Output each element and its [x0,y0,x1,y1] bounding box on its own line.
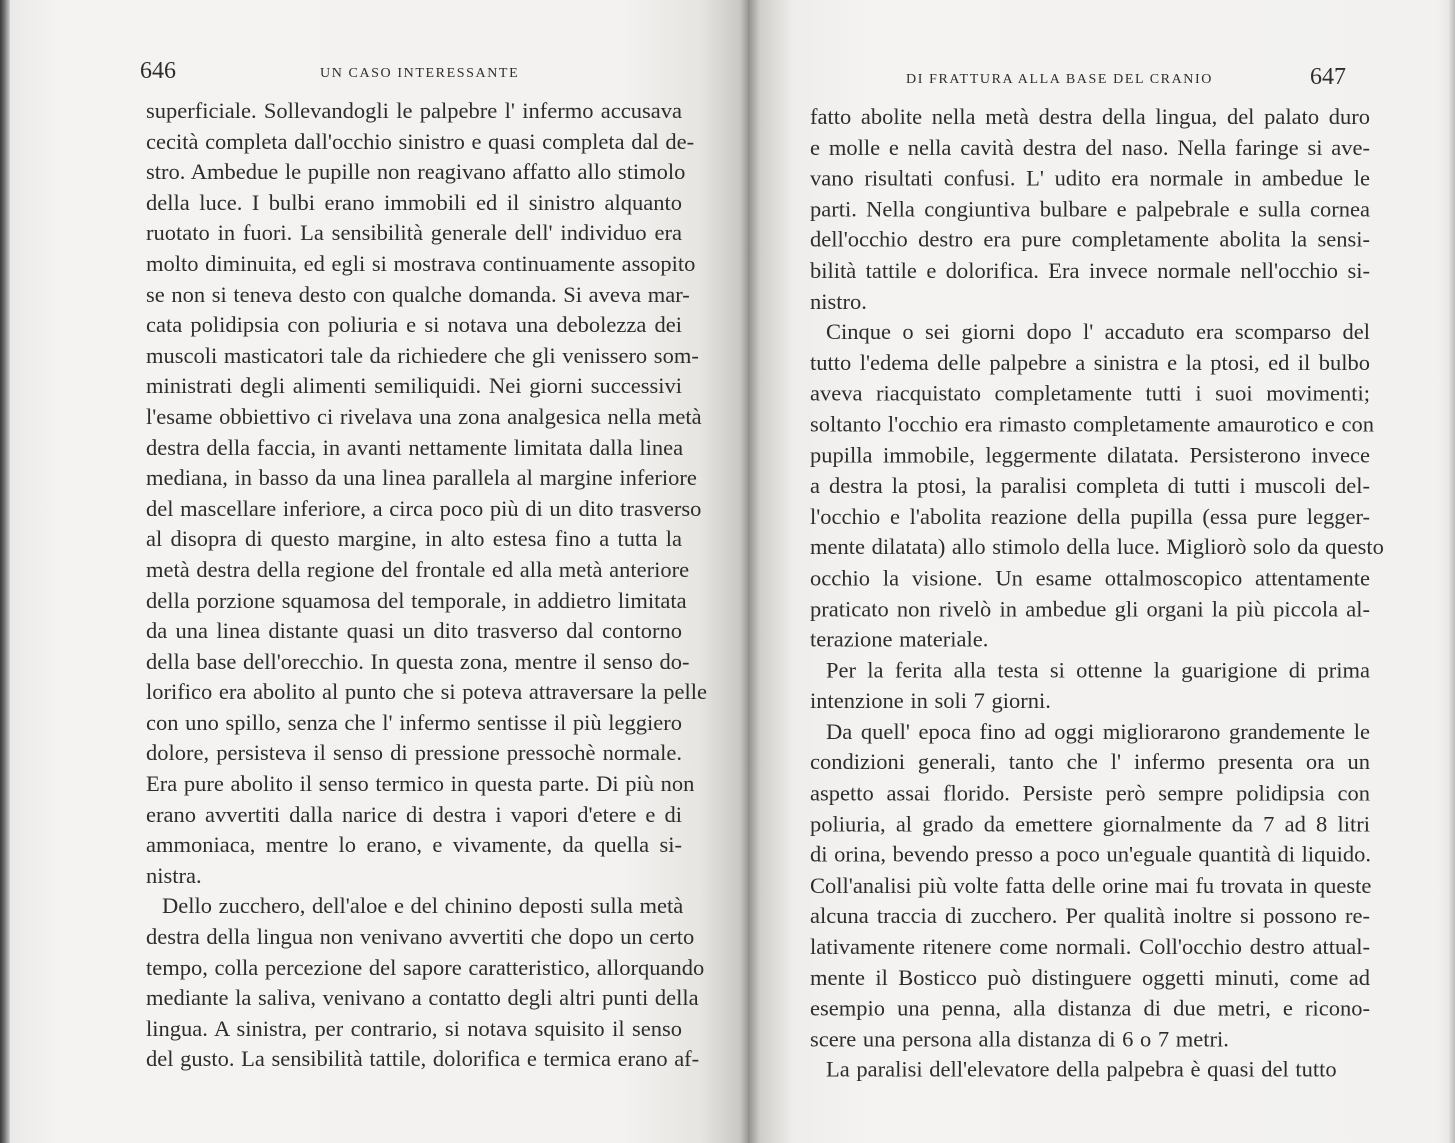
text-line: con uno spillo, senza che l' infermo sentisse il più leggiero [146,709,682,735]
text-line: intenzione in soli 7 giorni. [810,688,1051,714]
text-line: l'occhio e l'abolita reazione della pupilla (essa pure legger- [810,503,1370,529]
text-line: Per la ferita alla testa si ottenne la guarigione di prima [826,657,1370,683]
text-line: bilità tattile e dolorifica. Era invece normale nell'occhio si- [810,257,1370,283]
text-line: cecità completa dall'occhio sinistro e quasi completa dal de- [146,128,695,154]
text-line: lativamente ritenere come normali. Coll'occhio destro attual- [810,934,1370,960]
text-line: mente il Bosticco può distinguere oggetti minuti, come ad [810,964,1370,990]
text-line: lingua. A sinistra, per contrario, si notava squisito il senso [146,1015,682,1041]
text-line: destra della faccia, in avanti nettamente limitata dalla linea [146,434,684,460]
text-line: aspetto assai florido. Persiste però sempre polidipsia con [810,780,1370,806]
text-line: Dello zucchero, dell'aloe e del chinino deposti sulla metà [162,893,684,919]
text-line: lorifico era abolito al punto che si poteva attraversare la pelle [146,679,708,705]
text-line: poliuria, al grado da emettere giornalmente da 7 ad 8 litri [810,811,1370,837]
text-line: della base dell'orecchio. In questa zona, mentre il senso do- [146,648,690,674]
text-line: di orina, bevendo presso a poco un'eguale quantità di liquido. [810,841,1372,867]
text-line: aveva riacquistato completamente tutti i suoi movimenti; [810,380,1370,406]
text-line: erano avvertiti dalla narice di destra i vapori d'etere e di [146,801,682,827]
text-line: mente dilatata) allo stimolo della luce. Migliorò solo da questo [810,534,1384,560]
text-line: soltanto l'occhio era rimasto completamente amaurotico e con [810,411,1374,437]
text-line: mediante la saliva, venivano a contatto degli altri punti della [146,985,699,1011]
text-line: al disopra di questo margine, in alto estesa fino a tutta la [146,526,682,552]
text-line: Cinque o sei giorni dopo l' accaduto era scomparso del [826,319,1370,345]
text-line: ruotato in fuori. La sensibilità generale dell' individuo era [146,220,682,246]
text-line: tutto l'edema delle palpebre a sinistra e la ptosi, ed il bulbo [810,349,1370,375]
page-number-right: 647 [1310,64,1346,90]
page-number-left: 646 [140,58,176,84]
text-line: destra della lingua non venivano avvertiti che dopo un certo [146,924,695,950]
text-line: parti. Nella congiuntiva bulbare e palpebrale e sulla cornea [810,196,1370,222]
text-line: Era pure abolito il senso termico in questa parte. Di più non [146,771,695,797]
text-line: della luce. I bulbi erano immobili ed il sinistro alquanto [146,189,682,215]
text-line: vano risultati confusi. L' udito era normale in ambedue le [810,165,1370,191]
text-line: se non si teneva desto con qualche domanda. Si aveva mar- [146,281,690,307]
text-line: l'esame obbiettivo ci rivelava una zona analgesica nella metà [146,403,702,429]
text-line: a destra la ptosi, la paralisi completa di tutti i muscoli del- [810,472,1370,498]
text-line: fatto abolite nella metà destra della lingua, del palato duro [810,104,1370,129]
running-head-right: DI FRATTURA ALLA BASE DEL CRANIO [906,72,1213,87]
text-line: occhio la visione. Un esame ottalmoscopico attentamente [810,565,1370,591]
text-line: cata polidipsia con poliuria e si notava una debolezza dei [146,312,682,338]
text-line: esempio una penna, alla distanza di due metri, e ricono- [810,995,1370,1021]
text-line: e molle e nella cavità destra del naso. Nella faringe si ave- [810,134,1370,160]
right-page [748,0,1455,1143]
text-line: praticato non rivelò in ambedue gli organi la più piccola al- [810,595,1370,621]
text-line: nistro. [810,288,867,314]
text-line: molto diminuita, ed egli si mostrava continuamente assopito [146,250,696,276]
text-line: Da quell' epoca fino ad oggi migliorarono grandemente le [826,718,1370,744]
text-line: della porzione squamosa del temporale, in addietro limitata [146,587,687,613]
text-line: condizioni generali, tanto che l' infermo presenta ora un [810,749,1370,775]
right-page-body [810,102,1384,1083]
text-line: terazione materiale. [810,626,989,652]
text-line: dell'occhio destro era pure completamente abolita la sensi- [810,226,1370,252]
page-edge-right [1449,0,1455,1143]
text-line: del gusto. La sensibilità tattile, dolorifica e termica erano af- [146,1046,700,1072]
text-line: mediana, in basso da una linea parallela al margine inferiore [146,465,697,491]
text-line: superficiale. Sollevandogli le palpebre l' infermo accusava [146,98,682,123]
text-line: stro. Ambedue le pupille non reagivano affatto allo stimolo [146,159,686,185]
text-line: ministrati degli alimenti semiliquidi. Nei giorni successivi [146,373,682,399]
text-line: ammoniaca, mentre lo erano, e vivamente, da quella si- [146,832,682,858]
text-line: metà destra della regione del frontale ed alla metà anteriore [146,556,690,582]
text-line: del mascellare inferiore, a circa poco più di un dito trasverso [146,495,702,521]
page-edge-shadow [0,0,10,1143]
text-line: da una linea distante quasi un dito trasverso dal contorno [146,618,682,644]
text-line: dolore, persisteva il senso di pressione pressochè normale. [146,740,682,766]
text-line: Coll'analisi più volte fatta delle orine mai fu trovata in queste [810,872,1372,898]
text-line: nistra. [146,862,202,888]
text-line: alcuna traccia di zucchero. Per qualità inoltre si possono re- [810,903,1370,929]
running-head-left: UN CASO INTERESSANTE [320,66,520,81]
text-line: pupilla immobile, leggermente dilatata. Persisterono invece [810,442,1370,468]
text-line: muscoli masticatori tale da richiedere che gli venissero som- [146,342,699,368]
text-line: scere una persona alla distanza di 6 o 7 metri. [810,1026,1229,1052]
left-page-body [146,96,708,1075]
text-line: La paralisi dell'elevatore della palpebra è quasi del tutto [826,1057,1337,1083]
text-line: tempo, colla percezione del sapore caratteristico, allorquando [146,954,705,980]
